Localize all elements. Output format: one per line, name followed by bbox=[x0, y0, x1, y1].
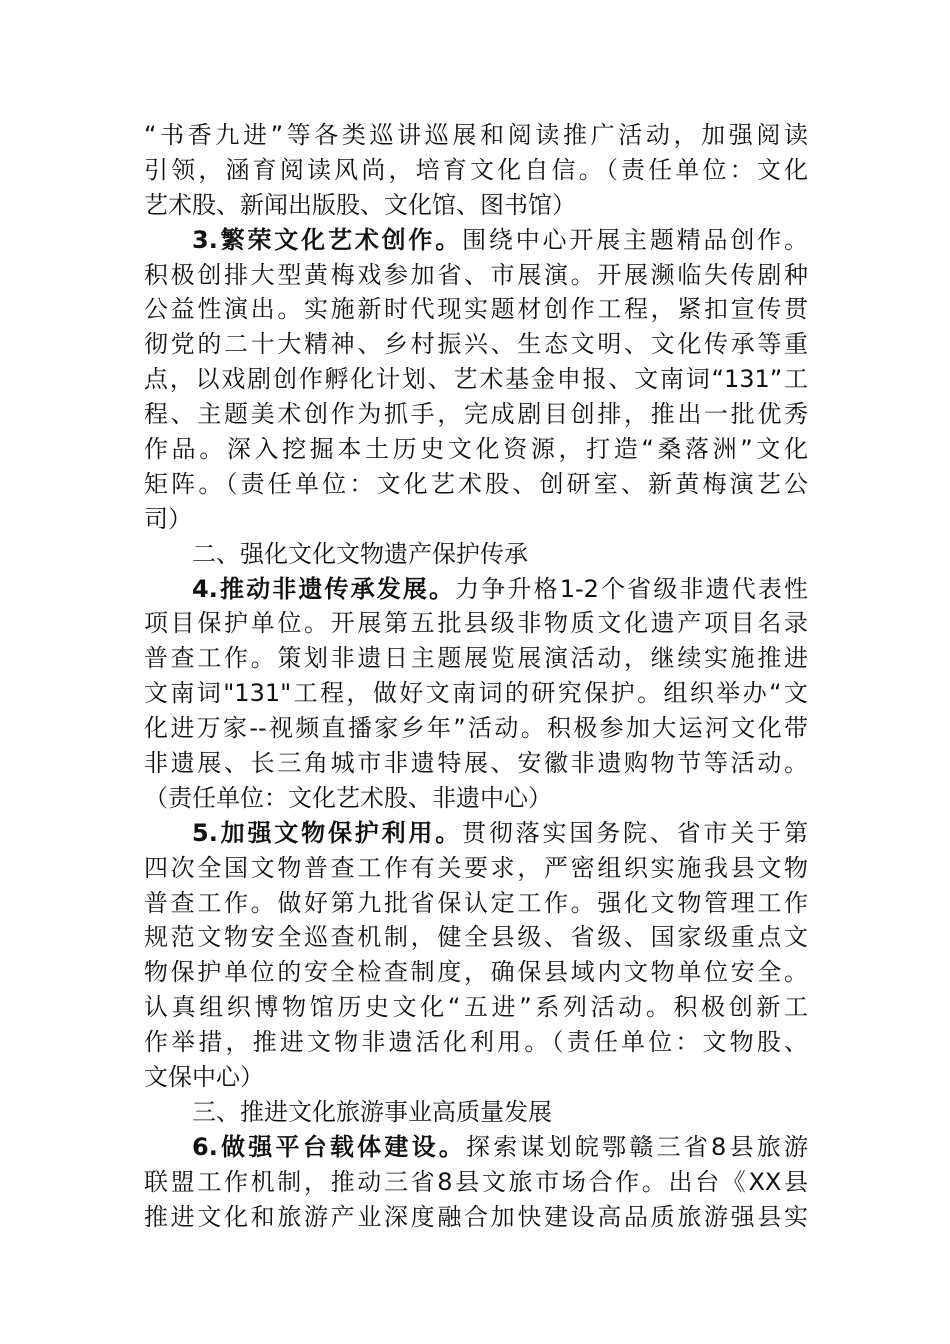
text-line: 矩阵。（责任单位：文化艺术股、创研室、新黄梅演艺公 bbox=[144, 469, 808, 498]
text-line: 文保中心） bbox=[144, 1063, 264, 1092]
item-5-heading: 5.加强文物保护利用。 bbox=[192, 818, 463, 847]
text-line: 项目保护单位。开展第五批县级非物质文化遗产项目名录 bbox=[144, 609, 808, 638]
text-line: 引领，涵育阅读风尚，培育文化自信。（责任单位：文化 bbox=[144, 155, 808, 184]
item-4-first-line bbox=[144, 572, 808, 607]
document-body bbox=[144, 118, 808, 1235]
text-line: （责任单位：文化艺术股、非遗中心） bbox=[144, 783, 552, 812]
text-line: 艺术股、新闻出版股、文化馆、图书馆） bbox=[144, 190, 576, 219]
section-heading-3: 三、推进文化旅游事业高质量发展 bbox=[192, 1097, 552, 1126]
text-line: 四次全国文物普查工作有关要求，严密组织实施我县文物 bbox=[144, 853, 808, 882]
text-line: 点，以戏剧创作孵化计划、艺术基金申报、文南词“131”工 bbox=[144, 365, 808, 394]
text-line: 作举措，推进文物非遗活化利用。（责任单位：文物股、 bbox=[144, 1028, 808, 1057]
item-5-first-line bbox=[144, 816, 808, 851]
text-line: 司） bbox=[144, 504, 192, 533]
text-line: 化进万家--视频直播家乡年”活动。积极参加大运河文化带 bbox=[144, 714, 808, 743]
item-6-first-line bbox=[144, 1130, 808, 1165]
text-line: 公益性演出。实施新时代现实题材创作工程，紧扣宣传贯 bbox=[144, 295, 808, 324]
text-line: 文南词"131"工程，做好文南词的研究保护。组织举办“文 bbox=[144, 679, 808, 708]
item-3-first-line bbox=[144, 223, 808, 258]
text-line: 积极创排大型黄梅戏参加省、市展演。开展濒临失传剧种 bbox=[144, 260, 808, 289]
section-heading-2: 二、强化文化文物遗产保护传承 bbox=[192, 539, 528, 568]
text-run: 力争升格1-2个省级非遗代表性 bbox=[455, 574, 808, 603]
text-line: 程、主题美术创作为抓手，完成剧目创排，推出一批优秀 bbox=[144, 400, 808, 429]
text-line: 认真组织博物馆历史文化“五进”系列活动。积极创新工 bbox=[144, 993, 808, 1022]
text-line: 彻党的二十大精神、乡村振兴、生态文明、文化传承等重 bbox=[144, 330, 808, 359]
item-3-heading: 3.繁荣文化艺术创作。 bbox=[192, 225, 463, 254]
text-line: 普查工作。做好第九批省保认定工作。强化文物管理工作 bbox=[144, 888, 808, 917]
text-line: 规范文物安全巡查机制，健全县级、省级、国家级重点文 bbox=[144, 923, 808, 952]
text-run: 探索谋划皖鄂赣三省8县旅游 bbox=[466, 1132, 808, 1161]
text-line: 作品。深入挖掘本土历史文化资源，打造“桑落洲”文化 bbox=[144, 435, 808, 464]
text-line: 联盟工作机制，推动三省8县文旅市场合作。出台《XX县 bbox=[144, 1167, 808, 1196]
text-run: 围绕中心开展主题精品创作。 bbox=[462, 225, 808, 254]
item-6-heading: 6.做强平台载体建设。 bbox=[192, 1132, 467, 1161]
text-line: 非遗展、长三角城市非遗特展、安徽非遗购物节等活动。 bbox=[144, 749, 808, 778]
text-line: 普查工作。策划非遗日主题展览展演活动，继续实施推进 bbox=[144, 644, 808, 673]
text-line: 推进文化和旅游产业深度融合加快建设高品质旅游强县实 bbox=[144, 1202, 808, 1231]
text-line: 物保护单位的安全检查制度，确保县域内文物单位安全。 bbox=[144, 958, 808, 987]
text-line: “书香九进”等各类巡讲巡展和阅读推广活动，加强阅读 bbox=[144, 121, 808, 149]
text-run: 贯彻落实国务院、省市关于第 bbox=[462, 818, 808, 847]
item-4-heading: 4.推动非遗传承发展。 bbox=[192, 574, 456, 603]
